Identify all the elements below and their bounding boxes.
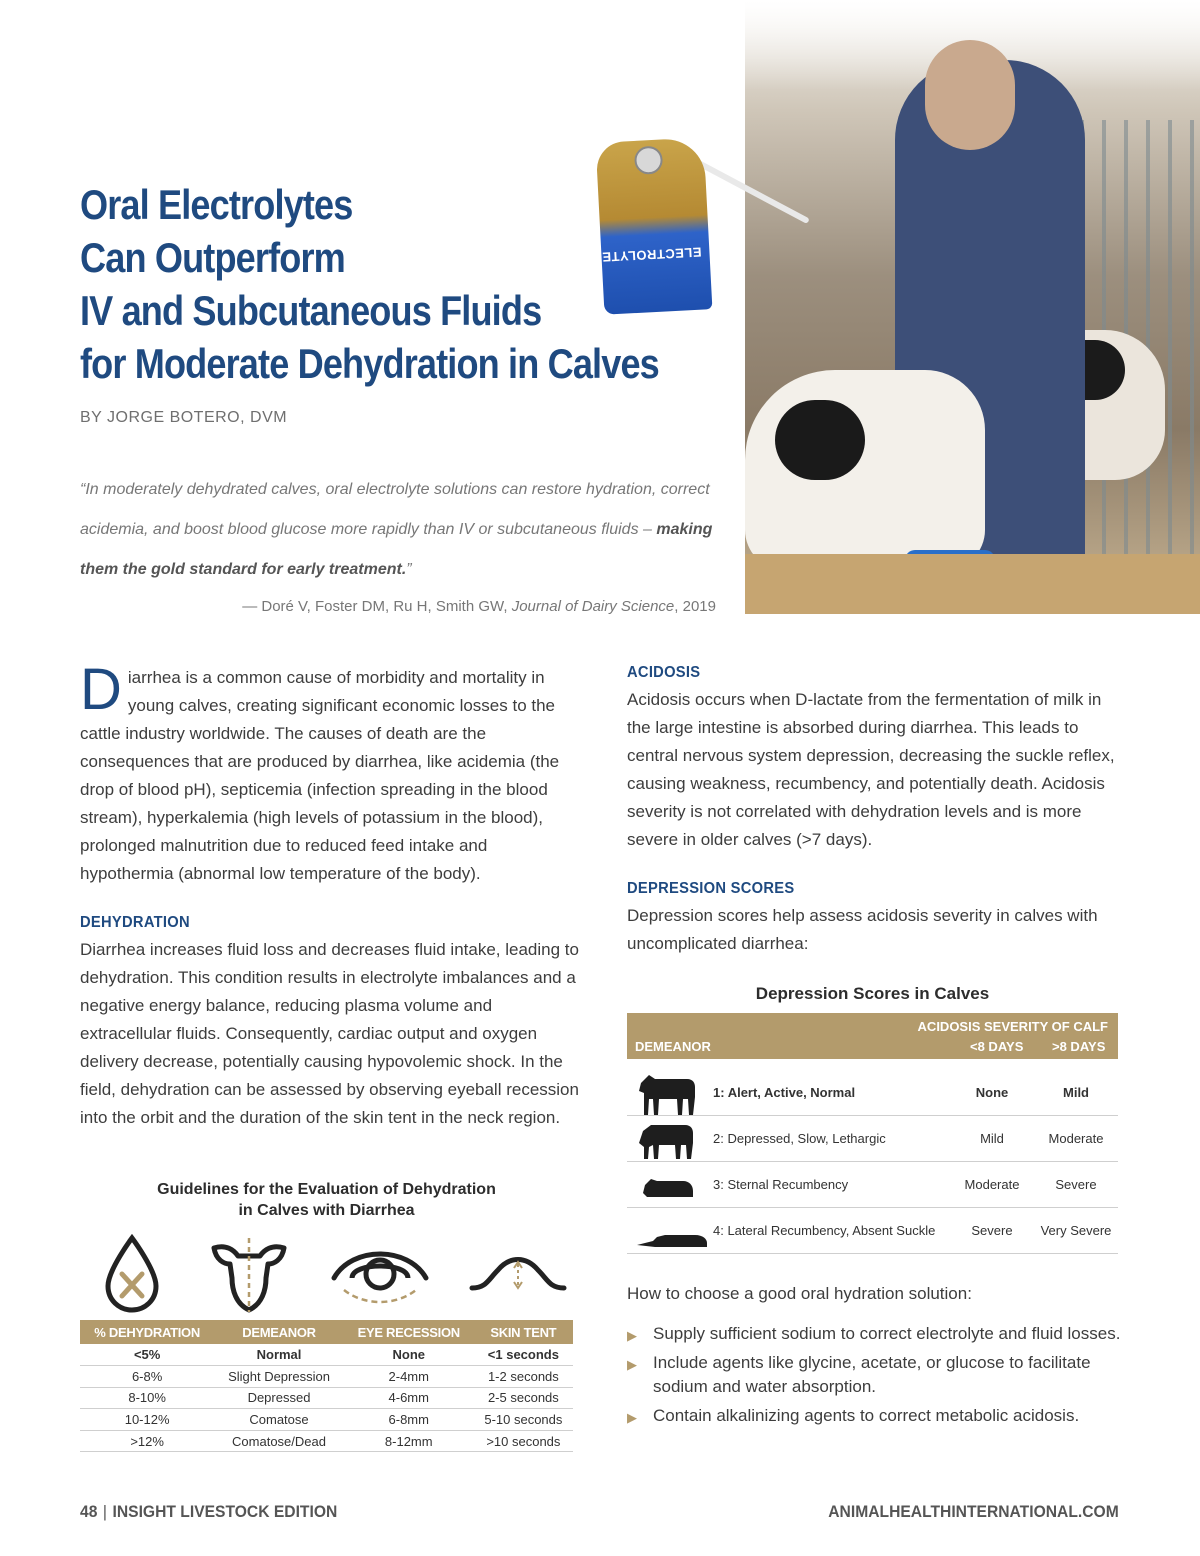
- depression-under-8: None: [975, 1085, 1009, 1100]
- page-footer-publication: [80, 1502, 337, 1522]
- footer-separator: |: [102, 1502, 107, 1521]
- quote-bold: making them the gold standard for early treatment.: [80, 521, 713, 578]
- citation-journal: Journal of Dairy Science: [511, 598, 675, 615]
- depression-paragraph: Depression scores help assess acidosis severity in calves with uncomplicated diarrhea:: [627, 906, 1098, 953]
- depression-row: [627, 1163, 1118, 1208]
- list-item-text: Supply sufficient sodium to correct electrolyte and fluid losses.: [653, 1324, 1121, 1343]
- eye-icon: [330, 1234, 430, 1314]
- footer-website: ANIMALHEALTHINTERNATIONAL.COM: [828, 1502, 1119, 1521]
- list-item-text: Include agents like glycine, acetate, or glucose to facilitate sodium and water absorption.: [653, 1353, 1091, 1396]
- table-cell: >12%: [80, 1430, 214, 1452]
- straw-bedding: [745, 554, 1200, 614]
- depression-under-8: Mild: [980, 1131, 1004, 1146]
- header-eye-recession: EYE RECESSION: [344, 1320, 474, 1344]
- depression-over-8: Very Severe: [1040, 1223, 1112, 1238]
- dropcap: D: [80, 657, 122, 722]
- table-cell: 1-2 seconds: [474, 1366, 573, 1388]
- depression-row: [627, 1117, 1118, 1162]
- table-row: [80, 1344, 573, 1366]
- pouch-cap: [634, 145, 663, 174]
- depression-over-8: Severe: [1055, 1177, 1097, 1192]
- veterinarian-head: [925, 40, 1015, 150]
- table-row: [80, 1387, 573, 1409]
- quote-citation: [242, 598, 716, 615]
- depression-row: [627, 1209, 1118, 1254]
- article-title: [80, 178, 659, 390]
- pull-quote: [80, 470, 730, 590]
- table-cell: >10 seconds: [474, 1430, 573, 1452]
- depression-table-title: Depression Scores in Calves: [755, 984, 990, 1003]
- table-row: [80, 1409, 573, 1431]
- depression-heading: DEPRESSION SCORES: [627, 880, 795, 897]
- table-cell: <1 seconds: [474, 1344, 573, 1366]
- quote-text: “In moderately dehydrated calves, oral electrolyte solutions can restore hydration, correct acidemia, and boost blood glucose more rapidly than IV or subcutaneous fluids –: [80, 481, 710, 538]
- head-down-calf-icon: [635, 1117, 699, 1163]
- depression-label: 3: Sternal Recumbency: [713, 1177, 849, 1192]
- lateral-calf-icon: [635, 1209, 715, 1255]
- dehydration-table-header: [80, 1320, 573, 1344]
- table-cell: Comatose: [214, 1409, 343, 1431]
- table-cell: 8-10%: [80, 1387, 214, 1409]
- depression-over-8: Moderate: [1048, 1131, 1104, 1146]
- header-skin-tent: SKIN TENT: [474, 1320, 573, 1344]
- list-item: [627, 1351, 1122, 1399]
- table-cell: Comatose/Dead: [214, 1430, 343, 1452]
- depression-under-8: Severe: [971, 1223, 1013, 1238]
- header-percent-dehydration: % DEHYDRATION: [80, 1320, 214, 1344]
- depression-row: [627, 1071, 1118, 1116]
- title-line: Oral Electrolytes: [80, 181, 353, 228]
- depression-under-8: Moderate: [964, 1177, 1020, 1192]
- dehydration-icon-row: [80, 1234, 573, 1314]
- sternal-calf-icon: [635, 1163, 699, 1209]
- list-item: [627, 1404, 1122, 1428]
- table-cell: 2-5 seconds: [474, 1387, 573, 1409]
- left-column: [80, 657, 580, 1132]
- depression-label: 1: Alert, Active, Normal: [713, 1085, 856, 1100]
- dehydration-table-title: [80, 1179, 573, 1221]
- choose-solution-intro: How to choose a good oral hydration solution:: [627, 1284, 972, 1303]
- table-cell: Normal: [214, 1344, 343, 1366]
- water-drop-x-icon: [102, 1234, 162, 1314]
- list-item: [627, 1322, 1122, 1346]
- standing-calf-icon: [635, 1071, 699, 1117]
- triangle-bullet-icon: ▶: [627, 1357, 637, 1372]
- byline: BY JORGE BOTERO, DVM: [80, 409, 288, 426]
- header-acidosis-severity: ACIDOSIS SEVERITY OF CALF: [917, 1019, 1108, 1034]
- solution-criteria-list: [627, 1322, 1122, 1433]
- table-cell: 6-8mm: [344, 1409, 474, 1431]
- header-over-8-days: >8 DAYS: [1052, 1039, 1106, 1054]
- header-demeanor: DEMEANOR: [635, 1039, 711, 1054]
- depression-label: 4: Lateral Recumbency, Absent Suckle: [713, 1223, 936, 1238]
- depression-label: 2: Depressed, Slow, Lethargic: [713, 1131, 886, 1146]
- triangle-bullet-icon: ▶: [627, 1410, 637, 1425]
- calf-head-icon: [204, 1234, 294, 1314]
- dehydration-table: [80, 1320, 573, 1452]
- table-cell: None: [344, 1344, 474, 1366]
- depression-table-header: [627, 1013, 1118, 1059]
- dehydration-title-line: Guidelines for the Evaluation of Dehydration: [157, 1181, 496, 1198]
- list-item-text: Contain alkalinizing agents to correct metabolic acidosis.: [653, 1406, 1080, 1425]
- table-cell: 10-12%: [80, 1409, 214, 1431]
- quote-close: ”: [406, 561, 412, 578]
- acidosis-paragraph: Acidosis occurs when D-lactate from the fermentation of milk in the large intestine is absorbed during diarrhea. This leads to central nervous system depression, decreasing the suckle reflex, causing weakness, recumbency, and potentially death. Acidosis severity is not correlated with dehydration levels and is more severe in older calves (>7 days).: [627, 690, 1115, 849]
- header-under-8-days: <8 DAYS: [970, 1039, 1024, 1054]
- title-line: for Moderate Dehydration in Calves: [80, 340, 659, 387]
- table-cell: 4-6mm: [344, 1387, 474, 1409]
- skin-tent-icon: [468, 1234, 568, 1314]
- citation-authors: — Doré V, Foster DM, Ru H, Smith GW,: [242, 598, 512, 615]
- calf-spot: [775, 400, 865, 480]
- table-row: [80, 1366, 573, 1388]
- table-cell: <5%: [80, 1344, 214, 1366]
- table-cell: 5-10 seconds: [474, 1409, 573, 1431]
- table-cell: 6-8%: [80, 1366, 214, 1388]
- dehydration-heading: DEHYDRATION: [80, 914, 190, 931]
- pouch-label: ELECTROLYTE: [601, 244, 702, 265]
- title-line: Can Outperform: [80, 234, 345, 281]
- table-row: [80, 1430, 573, 1452]
- publication-name: INSIGHT LIVESTOCK EDITION: [112, 1502, 338, 1521]
- header-demeanor: DEMEANOR: [214, 1320, 343, 1344]
- page-number: 48: [80, 1502, 98, 1521]
- table-cell: Slight Depression: [214, 1366, 343, 1388]
- table-cell: 8-12mm: [344, 1430, 474, 1452]
- intro-paragraph: [80, 657, 580, 888]
- dehydration-title-line: in Calves with Diarrhea: [238, 1202, 415, 1219]
- dehydration-paragraph: Diarrhea increases fluid loss and decreases fluid intake, leading to dehydration. This condition results in electrolyte imbalances and a negative energy balance, reducing plasma volume and extracellular fluids. Consequently, cardiac output and oxygen delivery decrease, potentially causing hypovolemic shock. In the field, dehydration can be assessed by observing eyeball recession into the orbit and the duration of the skin tent in the neck region.: [80, 940, 579, 1127]
- depression-over-8: Mild: [1063, 1085, 1089, 1100]
- right-column: [627, 664, 1122, 958]
- acidosis-heading: ACIDOSIS: [627, 664, 701, 681]
- table-cell: Depressed: [214, 1387, 343, 1409]
- intro-text: iarrhea is a common cause of morbidity and mortality in young calves, creating significant economic losses to the cattle industry worldwide. The causes of death are the consequences that are produced by diarrhea, like acidemia (the drop of blood pH), septicemia (infection spreading in the blood stream), hyperkalemia (high levels of potassium in the blood), prolonged malnutrition due to reduced feed intake and hypothermia (abnormal low temperature of the body).: [80, 668, 560, 883]
- triangle-bullet-icon: ▶: [627, 1328, 637, 1343]
- citation-year: , 2019: [674, 598, 716, 615]
- title-line: IV and Subcutaneous Fluids: [80, 287, 542, 334]
- hero-photo-vet-with-calves: [745, 0, 1200, 614]
- calf-drinking: [745, 370, 985, 570]
- table-cell: 2-4mm: [344, 1366, 474, 1388]
